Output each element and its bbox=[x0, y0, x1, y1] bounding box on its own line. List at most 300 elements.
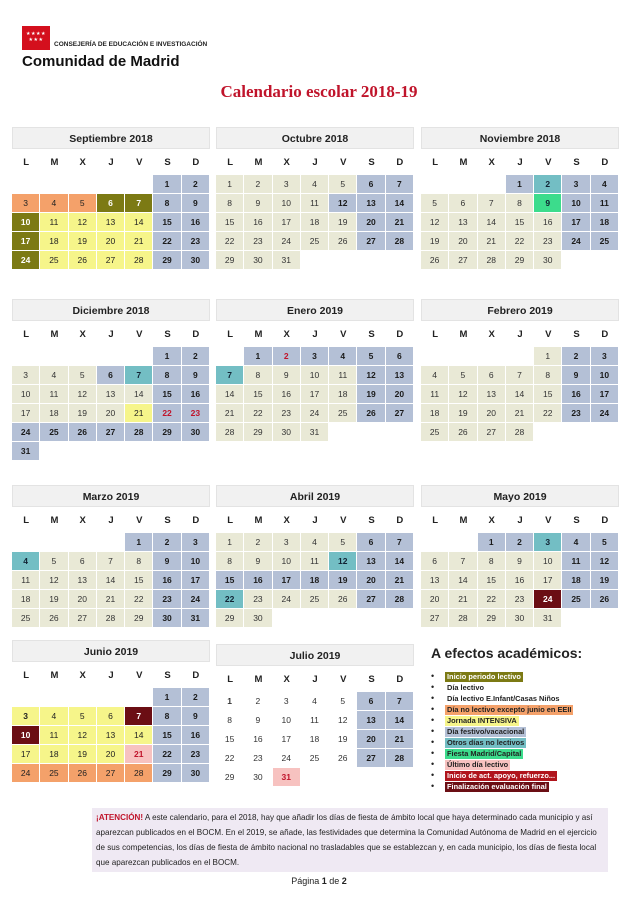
day-cell: 28 bbox=[386, 590, 414, 609]
day-cell bbox=[506, 347, 534, 366]
weekday-header: L bbox=[12, 149, 40, 175]
day-cell: 11 bbox=[301, 194, 329, 213]
day-cell: 22 bbox=[125, 590, 153, 609]
day-cell: 20 bbox=[478, 404, 506, 423]
day-cell bbox=[69, 347, 97, 366]
day-cell: 31 bbox=[182, 609, 210, 628]
day-cell: 24 bbox=[534, 590, 562, 609]
day-cell: 29 bbox=[506, 251, 534, 270]
weekday-header: L bbox=[421, 321, 449, 347]
day-cell: 18 bbox=[40, 745, 68, 764]
day-cell: 2 bbox=[506, 533, 534, 552]
day-cell: 30 bbox=[182, 764, 210, 783]
day-cell: 12 bbox=[40, 571, 68, 590]
bullet-icon: • bbox=[431, 759, 435, 769]
weekday-header: X bbox=[273, 666, 301, 692]
month-calendar bbox=[421, 299, 619, 442]
bullet-icon: • bbox=[431, 715, 435, 725]
day-cell: 17 bbox=[591, 385, 619, 404]
day-cell bbox=[534, 423, 562, 442]
comunidad-label: Comunidad de Madrid bbox=[22, 53, 180, 70]
day-cell: 15 bbox=[153, 385, 181, 404]
weekday-header: J bbox=[301, 666, 329, 692]
day-cell: 20 bbox=[97, 745, 125, 764]
day-cell: 11 bbox=[301, 552, 329, 571]
bullet-icon: • bbox=[431, 781, 435, 791]
day-cell: 8 bbox=[153, 707, 181, 726]
day-cell: 6 bbox=[97, 366, 125, 385]
day-cell: 8 bbox=[506, 194, 534, 213]
day-cell: 25 bbox=[421, 423, 449, 442]
day-cell: 8 bbox=[216, 194, 244, 213]
day-cell: 15 bbox=[153, 213, 181, 232]
day-cell bbox=[591, 251, 619, 270]
weekday-header: X bbox=[69, 149, 97, 175]
day-cell: 29 bbox=[153, 251, 181, 270]
day-cell: 9 bbox=[182, 366, 210, 385]
day-cell: 23 bbox=[182, 404, 210, 423]
day-cell: 17 bbox=[273, 730, 301, 749]
day-cell: 4 bbox=[301, 533, 329, 552]
legend-label: Día lectivo E.Infant/Casas Niños bbox=[447, 694, 560, 703]
weekday-header: S bbox=[153, 662, 181, 688]
day-cell: 15 bbox=[216, 213, 244, 232]
day-cell: 25 bbox=[40, 423, 68, 442]
day-cell: 26 bbox=[449, 423, 477, 442]
day-cell: 1 bbox=[216, 175, 244, 194]
day-cell: 20 bbox=[421, 590, 449, 609]
day-cell: 13 bbox=[97, 726, 125, 745]
day-cell: 5 bbox=[69, 194, 97, 213]
day-cell bbox=[125, 175, 153, 194]
day-cell: 2 bbox=[562, 347, 590, 366]
day-cell: 24 bbox=[182, 590, 210, 609]
day-cell: 23 bbox=[534, 232, 562, 251]
day-cell: 18 bbox=[301, 213, 329, 232]
day-cell: 21 bbox=[216, 404, 244, 423]
day-cell bbox=[182, 442, 210, 461]
day-cell: 5 bbox=[421, 194, 449, 213]
day-cell: 16 bbox=[244, 571, 272, 590]
day-cell: 31 bbox=[301, 423, 329, 442]
attention-notice bbox=[92, 808, 608, 872]
weekday-header: V bbox=[125, 149, 153, 175]
day-cell: 14 bbox=[125, 726, 153, 745]
day-cell: 30 bbox=[534, 251, 562, 270]
day-cell: 15 bbox=[506, 213, 534, 232]
month-title: Diciembre 2018 bbox=[12, 299, 210, 321]
day-cell: 14 bbox=[386, 194, 414, 213]
legend-item bbox=[431, 737, 621, 748]
weekday-header: X bbox=[69, 321, 97, 347]
day-cell bbox=[12, 533, 40, 552]
day-cell: 14 bbox=[125, 213, 153, 232]
day-cell: 16 bbox=[182, 385, 210, 404]
day-cell: 1 bbox=[153, 688, 181, 707]
month-calendar bbox=[12, 127, 210, 270]
day-cell: 29 bbox=[153, 423, 181, 442]
day-cell: 7 bbox=[125, 194, 153, 213]
day-cell bbox=[216, 347, 244, 366]
day-cell: 15 bbox=[478, 571, 506, 590]
weekday-header: V bbox=[534, 149, 562, 175]
day-cell: 28 bbox=[216, 423, 244, 442]
day-cell bbox=[562, 423, 590, 442]
day-cell: 31 bbox=[273, 251, 301, 270]
day-cell: 22 bbox=[216, 232, 244, 251]
day-cell: 31 bbox=[273, 768, 301, 787]
day-cell: 5 bbox=[40, 552, 68, 571]
day-cell: 2 bbox=[244, 175, 272, 194]
day-cell: 4 bbox=[40, 194, 68, 213]
day-cell: 29 bbox=[216, 609, 244, 628]
weekday-header: S bbox=[562, 149, 590, 175]
legend-label: Jornada INTENSIVA bbox=[447, 716, 517, 725]
day-cell: 23 bbox=[506, 590, 534, 609]
month-calendar bbox=[216, 127, 414, 270]
day-cell bbox=[125, 347, 153, 366]
day-cell: 2 bbox=[182, 175, 210, 194]
weekday-header: L bbox=[12, 507, 40, 533]
day-cell: 30 bbox=[153, 609, 181, 628]
day-cell: 19 bbox=[329, 213, 357, 232]
weekday-header: J bbox=[301, 149, 329, 175]
day-cell: 24 bbox=[273, 749, 301, 768]
day-cell: 10 bbox=[182, 552, 210, 571]
bullet-icon: • bbox=[431, 671, 435, 681]
day-cell: 22 bbox=[534, 404, 562, 423]
day-cell: 25 bbox=[329, 404, 357, 423]
day-cell: 13 bbox=[97, 213, 125, 232]
month-table bbox=[421, 149, 619, 270]
day-cell bbox=[386, 251, 414, 270]
day-cell bbox=[386, 423, 414, 442]
day-cell: 11 bbox=[12, 571, 40, 590]
day-cell: 17 bbox=[273, 571, 301, 590]
day-cell: 13 bbox=[449, 213, 477, 232]
day-cell bbox=[329, 251, 357, 270]
day-cell: 18 bbox=[591, 213, 619, 232]
day-cell: 26 bbox=[591, 590, 619, 609]
day-cell: 10 bbox=[562, 194, 590, 213]
legend-item bbox=[431, 671, 621, 682]
day-cell: 20 bbox=[69, 590, 97, 609]
month-table bbox=[216, 666, 414, 787]
day-cell: 30 bbox=[244, 609, 272, 628]
day-cell: 4 bbox=[40, 707, 68, 726]
day-cell: 21 bbox=[386, 730, 414, 749]
day-cell bbox=[421, 533, 449, 552]
day-cell: 30 bbox=[182, 423, 210, 442]
day-cell: 19 bbox=[329, 571, 357, 590]
day-cell bbox=[40, 175, 68, 194]
day-cell: 22 bbox=[153, 745, 181, 764]
weekday-header: D bbox=[591, 149, 619, 175]
month-title: Enero 2019 bbox=[216, 299, 414, 321]
day-cell bbox=[329, 609, 357, 628]
bullet-icon: • bbox=[431, 770, 435, 780]
day-cell bbox=[301, 768, 329, 787]
day-cell: 27 bbox=[357, 232, 385, 251]
weekday-header: D bbox=[386, 149, 414, 175]
day-cell bbox=[97, 175, 125, 194]
day-cell: 20 bbox=[386, 385, 414, 404]
day-cell: 19 bbox=[329, 730, 357, 749]
month-calendar bbox=[12, 640, 210, 783]
weekday-header: V bbox=[329, 666, 357, 692]
month-calendar bbox=[12, 299, 210, 461]
month-title: Marzo 2019 bbox=[12, 485, 210, 507]
day-cell: 20 bbox=[449, 232, 477, 251]
day-cell: 2 bbox=[534, 175, 562, 194]
day-cell: 13 bbox=[357, 194, 385, 213]
day-cell: 27 bbox=[357, 749, 385, 768]
weekday-header: D bbox=[182, 321, 210, 347]
day-cell: 8 bbox=[153, 194, 181, 213]
day-cell: 16 bbox=[244, 730, 272, 749]
day-cell: 13 bbox=[97, 385, 125, 404]
day-cell: 8 bbox=[216, 711, 244, 730]
month-calendar bbox=[421, 485, 619, 628]
day-cell: 10 bbox=[12, 726, 40, 745]
day-cell: 19 bbox=[69, 232, 97, 251]
month-table bbox=[12, 662, 210, 783]
day-cell: 17 bbox=[534, 571, 562, 590]
day-cell: 13 bbox=[421, 571, 449, 590]
day-cell: 29 bbox=[153, 764, 181, 783]
day-cell: 27 bbox=[357, 590, 385, 609]
day-cell: 5 bbox=[449, 366, 477, 385]
day-cell: 22 bbox=[506, 232, 534, 251]
day-cell bbox=[329, 768, 357, 787]
weekday-header: S bbox=[357, 321, 385, 347]
day-cell: 4 bbox=[12, 552, 40, 571]
weekday-header: M bbox=[449, 507, 477, 533]
day-cell bbox=[386, 609, 414, 628]
day-cell: 11 bbox=[562, 552, 590, 571]
day-cell: 25 bbox=[301, 749, 329, 768]
day-cell: 25 bbox=[591, 232, 619, 251]
weekday-header: V bbox=[534, 507, 562, 533]
day-cell: 22 bbox=[244, 404, 272, 423]
day-cell bbox=[40, 442, 68, 461]
day-cell: 26 bbox=[69, 423, 97, 442]
day-cell bbox=[12, 175, 40, 194]
day-cell: 23 bbox=[182, 745, 210, 764]
day-cell: 24 bbox=[562, 232, 590, 251]
weekday-header: J bbox=[506, 321, 534, 347]
day-cell: 4 bbox=[301, 692, 329, 711]
weekday-header: L bbox=[421, 149, 449, 175]
day-cell: 16 bbox=[534, 213, 562, 232]
month-table bbox=[216, 321, 414, 442]
day-cell: 1 bbox=[216, 692, 244, 711]
day-cell: 18 bbox=[40, 232, 68, 251]
legend-label: Día festivo/vacacional bbox=[447, 727, 525, 736]
day-cell: 13 bbox=[386, 366, 414, 385]
day-cell: 9 bbox=[182, 707, 210, 726]
day-cell: 18 bbox=[301, 571, 329, 590]
month-table bbox=[12, 507, 210, 628]
weekday-header: X bbox=[69, 662, 97, 688]
day-cell: 10 bbox=[591, 366, 619, 385]
day-cell: 24 bbox=[273, 590, 301, 609]
weekday-header: V bbox=[125, 321, 153, 347]
month-title: Abril 2019 bbox=[216, 485, 414, 507]
day-cell: 21 bbox=[386, 213, 414, 232]
day-cell: 15 bbox=[216, 730, 244, 749]
day-cell: 23 bbox=[244, 590, 272, 609]
day-cell: 5 bbox=[591, 533, 619, 552]
day-cell: 21 bbox=[125, 232, 153, 251]
day-cell: 12 bbox=[69, 213, 97, 232]
day-cell: 21 bbox=[125, 404, 153, 423]
day-cell: 15 bbox=[244, 385, 272, 404]
legend bbox=[431, 645, 621, 792]
legend-title: A efectos académicos: bbox=[431, 645, 583, 661]
day-cell: 9 bbox=[562, 366, 590, 385]
day-cell: 12 bbox=[591, 552, 619, 571]
day-cell: 26 bbox=[421, 251, 449, 270]
day-cell: 17 bbox=[12, 404, 40, 423]
weekday-header: X bbox=[478, 149, 506, 175]
day-cell: 23 bbox=[244, 232, 272, 251]
madrid-flag-icon: ★★★★ ★★★ bbox=[22, 26, 50, 50]
day-cell: 7 bbox=[386, 692, 414, 711]
day-cell: 23 bbox=[182, 232, 210, 251]
day-cell: 4 bbox=[562, 533, 590, 552]
day-cell: 26 bbox=[69, 251, 97, 270]
day-cell bbox=[329, 423, 357, 442]
day-cell: 24 bbox=[12, 423, 40, 442]
legend-label: Finalización evaluación final bbox=[447, 782, 547, 791]
day-cell: 8 bbox=[153, 366, 181, 385]
day-cell: 6 bbox=[357, 692, 385, 711]
weekday-header: M bbox=[244, 666, 272, 692]
day-cell: 1 bbox=[534, 347, 562, 366]
day-cell: 8 bbox=[478, 552, 506, 571]
day-cell: 26 bbox=[329, 590, 357, 609]
day-cell: 1 bbox=[153, 347, 181, 366]
day-cell: 14 bbox=[386, 552, 414, 571]
legend-label: Inicio periodo lectivo bbox=[447, 672, 521, 681]
day-cell bbox=[301, 609, 329, 628]
day-cell: 12 bbox=[69, 726, 97, 745]
day-cell: 26 bbox=[329, 232, 357, 251]
day-cell: 11 bbox=[40, 385, 68, 404]
day-cell: 3 bbox=[301, 347, 329, 366]
day-cell bbox=[562, 609, 590, 628]
day-cell: 16 bbox=[506, 571, 534, 590]
weekday-header: M bbox=[40, 662, 68, 688]
day-cell: 20 bbox=[357, 730, 385, 749]
day-cell: 21 bbox=[125, 745, 153, 764]
day-cell: 1 bbox=[216, 533, 244, 552]
day-cell: 18 bbox=[329, 385, 357, 404]
weekday-header: J bbox=[97, 321, 125, 347]
day-cell: 3 bbox=[273, 175, 301, 194]
day-cell: 1 bbox=[506, 175, 534, 194]
day-cell: 28 bbox=[478, 251, 506, 270]
day-cell: 26 bbox=[329, 749, 357, 768]
weekday-header: D bbox=[182, 662, 210, 688]
day-cell: 28 bbox=[125, 764, 153, 783]
weekday-header: M bbox=[244, 321, 272, 347]
day-cell: 20 bbox=[357, 213, 385, 232]
weekday-header: J bbox=[301, 321, 329, 347]
weekday-header: L bbox=[12, 321, 40, 347]
day-cell: 14 bbox=[97, 571, 125, 590]
day-cell bbox=[12, 347, 40, 366]
day-cell bbox=[40, 533, 68, 552]
page-footer: Página 1 de 2 bbox=[291, 876, 347, 886]
day-cell: 19 bbox=[69, 404, 97, 423]
day-cell: 30 bbox=[244, 768, 272, 787]
day-cell: 12 bbox=[357, 366, 385, 385]
day-cell: 3 bbox=[12, 707, 40, 726]
legend-label: Inicio de act. apoyo, refuerzo... bbox=[447, 771, 556, 780]
day-cell: 2 bbox=[273, 347, 301, 366]
day-cell: 22 bbox=[478, 590, 506, 609]
day-cell: 16 bbox=[244, 213, 272, 232]
day-cell bbox=[97, 347, 125, 366]
day-cell bbox=[478, 347, 506, 366]
day-cell: 21 bbox=[449, 590, 477, 609]
day-cell: 28 bbox=[506, 423, 534, 442]
day-cell: 21 bbox=[506, 404, 534, 423]
bullet-icon: • bbox=[431, 737, 435, 747]
day-cell: 24 bbox=[273, 232, 301, 251]
day-cell: 9 bbox=[273, 366, 301, 385]
day-cell: 30 bbox=[182, 251, 210, 270]
day-cell bbox=[357, 609, 385, 628]
day-cell bbox=[69, 688, 97, 707]
legend-item bbox=[431, 770, 621, 781]
weekday-header: D bbox=[182, 149, 210, 175]
weekday-header: X bbox=[69, 507, 97, 533]
weekday-header: X bbox=[478, 321, 506, 347]
weekday-header: S bbox=[153, 149, 181, 175]
day-cell bbox=[273, 609, 301, 628]
weekday-header: M bbox=[40, 149, 68, 175]
day-cell: 14 bbox=[386, 711, 414, 730]
day-cell: 22 bbox=[216, 749, 244, 768]
day-cell: 26 bbox=[69, 764, 97, 783]
day-cell: 7 bbox=[386, 175, 414, 194]
day-cell: 12 bbox=[449, 385, 477, 404]
weekday-header: V bbox=[329, 321, 357, 347]
legend-item bbox=[431, 693, 621, 704]
weekday-header: M bbox=[40, 321, 68, 347]
consejeria-label: CONSEJERÍA DE EDUCACIÓN E INVESTIGACIÓN bbox=[54, 41, 208, 48]
legend-item bbox=[431, 748, 621, 759]
day-cell: 7 bbox=[97, 552, 125, 571]
attention-text: A este calendario, para el 2018, hay que añadir los días de fiesta de ámbito local que haya determinado cada municipio y así aparezcan publicados en el BOCM. En el 2019, se añade, las festividades que determina la Comunidad Autónoma de Madrid en el ejercicio de sus competencias, los días de fiesta de ámbito nacional no trasladables que se establezcan y, en cada municipio, los días de fiesta local que aparezcan publicados en el BOCM. bbox=[96, 813, 597, 867]
weekday-header: S bbox=[357, 666, 385, 692]
day-cell: 19 bbox=[40, 590, 68, 609]
day-cell: 24 bbox=[301, 404, 329, 423]
bullet-icon: • bbox=[431, 726, 435, 736]
weekday-header: M bbox=[244, 149, 272, 175]
day-cell: 29 bbox=[244, 423, 272, 442]
day-cell bbox=[69, 175, 97, 194]
day-cell: 11 bbox=[40, 213, 68, 232]
month-table bbox=[216, 149, 414, 270]
day-cell: 12 bbox=[329, 552, 357, 571]
weekday-header: V bbox=[329, 149, 357, 175]
weekday-header: L bbox=[216, 149, 244, 175]
day-cell bbox=[421, 347, 449, 366]
